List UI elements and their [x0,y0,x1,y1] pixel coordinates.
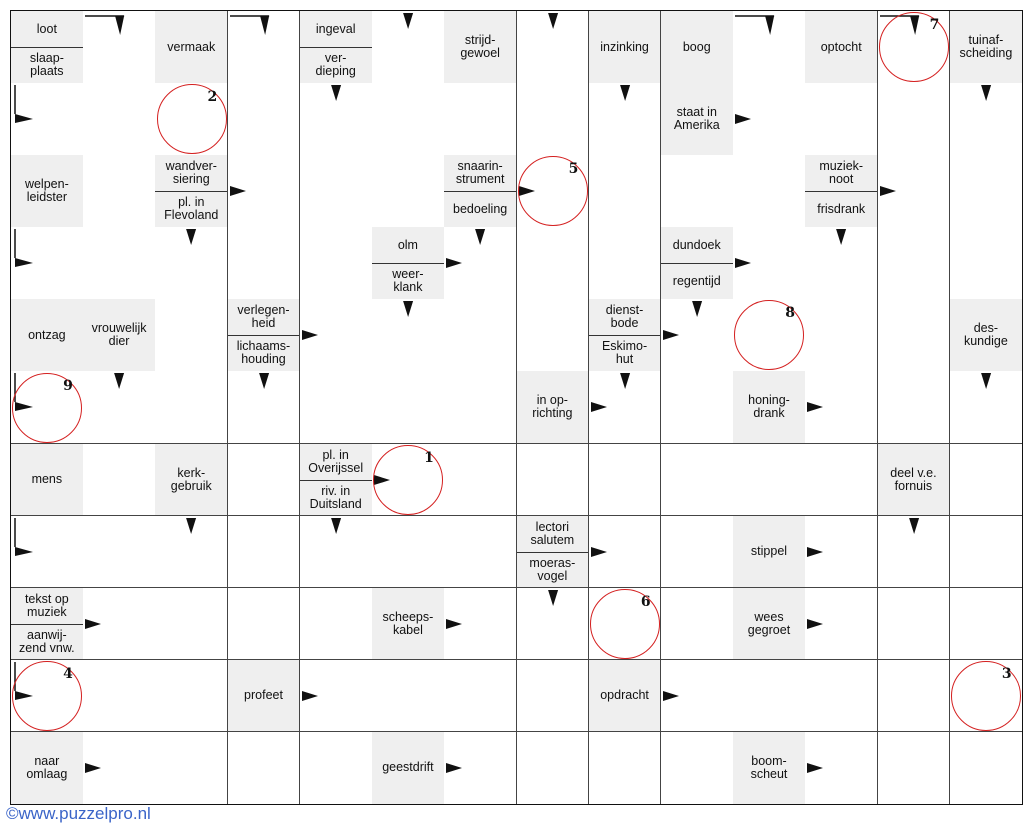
grid-cell[interactable] [228,227,301,300]
grid-cell[interactable] [661,516,734,589]
arrow-down-icon [878,516,951,589]
clue-cell [733,516,806,589]
clue-text: scheeps- kabel [382,609,434,637]
clue-text: geestdrift [382,760,434,775]
clue-text: slaap- plaats [29,51,64,79]
solution-number: 5 [568,161,579,178]
arrow-right-icon [733,83,806,156]
arrow-right-icon [300,299,373,372]
grid-cell[interactable] [155,660,228,733]
clue-cell [228,660,301,733]
grid-cell[interactable] [661,732,734,804]
grid-cell[interactable] [733,660,806,733]
grid-cell[interactable] [228,588,301,661]
grid-cell[interactable] [950,516,1022,589]
arrow-right-icon [661,660,734,733]
grid-cell[interactable] [83,155,156,228]
arrow-down-icon [372,11,445,84]
grid-cell[interactable] [372,83,445,156]
arrow-right-icon [805,588,878,661]
clue-cell [805,155,878,228]
grid-cell[interactable] [372,371,445,444]
clue-text: weer- klank [392,267,424,295]
clue-text: boom- scheut [750,753,788,781]
grid-cell[interactable] [661,588,734,661]
solution-number: 9 [63,377,73,394]
arrow-down-icon [661,299,734,372]
grid-cell[interactable] [228,444,301,517]
grid-cell[interactable] [300,371,373,444]
solution-number: 8 [785,305,795,322]
grid-cell[interactable] [878,732,951,804]
clue-text: frisdrank [817,201,866,216]
grid-cell[interactable] [228,732,301,804]
grid-cell[interactable] [589,155,662,228]
clue-cell [300,11,373,84]
corner-arrow-down-icon [83,11,156,84]
arrow-down-icon [589,83,662,156]
clue-cell [589,660,662,733]
grid-cell[interactable] [517,732,590,804]
clue-cell [11,11,84,84]
grid-cell[interactable] [733,155,806,228]
clue-cell [805,11,878,84]
arrow-down-icon [228,371,301,444]
solution-number: 6 [640,593,651,610]
grid-cell[interactable] [83,444,156,517]
clue-text: lichaams- houding [236,339,291,367]
clue-cell [733,371,806,444]
clue-divider [517,552,589,553]
arrow-down-icon [372,299,445,372]
clue-text: staat in Amerika [673,105,720,133]
corner-arrow-right-icon [11,83,84,156]
arrow-right-icon [300,660,373,733]
clue-text: dundoek [672,237,721,252]
clue-text: pl. in Overijssel [308,447,364,475]
arrow-right-icon [83,732,156,805]
clue-divider [372,263,444,264]
arrow-down-icon [155,227,228,300]
clue-text: boog [682,39,711,54]
clue-text: loot [36,21,57,36]
clue-divider [228,335,300,336]
solution-number: 7 [929,17,940,34]
clue-cell [372,732,445,804]
grid-cell[interactable] [300,227,373,300]
grid-cell[interactable] [878,227,951,300]
grid-cell[interactable] [372,155,445,228]
arrow-down-icon [805,227,878,300]
grid-cell[interactable] [878,299,951,372]
arrow-down-icon [517,588,590,661]
copyright-text: ©www.puzzelpro.nl [6,804,151,823]
arrow-right-icon [805,732,878,805]
clue-cell [661,11,734,84]
arrow-right-icon [228,155,301,228]
grid-cell[interactable] [444,299,517,372]
clue-divider [300,47,372,48]
clue-divider [589,335,661,336]
clue-cell [661,83,734,156]
clue-text: deel v.e. fornuis [890,465,937,493]
clue-divider [661,263,733,264]
grid-cell[interactable] [228,516,301,589]
grid-cell[interactable] [444,660,517,733]
clue-cell [83,299,156,372]
clue-cell [733,588,806,661]
grid-cell[interactable] [444,371,517,444]
grid-cell[interactable] [444,444,517,517]
clue-cell [517,371,590,444]
clue-divider [300,480,372,481]
grid-cell[interactable] [878,83,951,156]
clue-cell [372,588,445,661]
clue-text: stippel [750,544,788,559]
clue-divider [11,624,83,625]
clue-text: wees gegroet [747,609,791,637]
clue-text: in op- richting [532,393,573,421]
grid-cell[interactable] [878,371,951,444]
clue-text: kerk- gebruik [170,465,212,493]
arrow-down-icon [155,516,228,589]
clue-cell [589,299,662,372]
clue-text: moeras- vogel [529,555,576,583]
clue-text: wandver- siering [165,159,217,187]
clue-text: lectori salutem [530,519,575,547]
grid-cell[interactable] [950,227,1022,300]
clue-text: strijd- gewoel [460,33,500,61]
clue-divider [155,191,227,192]
arrow-down-icon [83,371,156,444]
clue-cell [155,11,228,84]
grid-cell[interactable] [517,299,590,372]
clue-cell [11,444,84,517]
grid-cell[interactable] [300,155,373,228]
clue-text: ver- dieping [315,51,356,79]
clue-cell [444,155,517,228]
grid-cell[interactable] [950,155,1022,228]
grid-cell[interactable] [300,732,373,804]
grid-cell[interactable] [878,660,951,733]
grid-cell[interactable] [517,227,590,300]
arrow-right-icon [589,516,662,589]
grid-cell[interactable] [517,660,590,733]
grid-cell[interactable] [155,371,228,444]
solution-number: 4 [63,665,73,682]
grid-cell[interactable] [444,83,517,156]
clue-text: bedoeling [453,201,508,216]
arrow-right-icon [444,588,517,661]
grid-cell[interactable] [83,227,156,300]
arrow-down-icon [517,11,590,84]
clue-text: mens [31,472,63,487]
solution-number: 2 [207,89,218,106]
clue-cell [300,444,373,517]
corner-arrow-right-icon [11,227,84,300]
clue-text: ingeval [315,21,356,36]
clue-text: Eskimo- hut [601,339,648,367]
grid-cell[interactable] [589,732,662,804]
clue-text: ontzag [28,327,66,342]
corner-arrow-down-icon [733,11,806,84]
grid-cell[interactable] [83,83,156,156]
clue-text: tuinaf- scheiding [959,33,1013,61]
clue-text: honing- drank [748,393,790,421]
grid-cell[interactable] [805,444,878,517]
arrow-down-icon [444,227,517,300]
clue-text: muziek- noot [819,159,864,187]
clue-cell [589,11,662,84]
clue-cell [950,11,1022,84]
grid-cell[interactable] [155,588,228,661]
grid-cell[interactable] [517,444,590,517]
grid-cell[interactable] [950,444,1022,517]
grid-cell[interactable] [950,732,1022,804]
clue-text: welpen- leidster [24,177,69,205]
clue-text: opdracht [600,688,649,703]
arrow-right-icon [83,588,156,661]
grid-cell[interactable] [589,227,662,300]
arrow-down-icon [300,516,373,589]
clue-cell [878,444,951,517]
clue-divider [11,47,83,48]
clue-cell [661,227,734,300]
arrow-down-icon [950,371,1023,444]
arrow-right-icon [733,227,806,300]
clue-text: naar omlaag [26,753,68,781]
clue-cell [155,155,228,228]
grid-cell[interactable] [300,588,373,661]
arrow-right-icon [444,732,517,805]
corner-arrow-down-icon [228,11,301,84]
clue-text: dienst- bode [605,303,644,331]
grid-cell[interactable] [83,516,156,589]
arrow-right-icon [805,516,878,589]
clue-text: optocht [820,39,862,54]
solution-number: 3 [1001,665,1012,682]
arrow-down-icon [950,83,1023,156]
arrow-right-icon [878,155,951,228]
grid-cell[interactable] [83,660,156,733]
clue-divider [444,191,516,192]
clue-cell [11,155,84,228]
clue-divider [805,191,877,192]
grid-cell[interactable] [805,660,878,733]
clue-cell [372,227,445,300]
solution-number: 1 [424,449,434,466]
arrow-down-icon [300,83,373,156]
clue-text: riv. in Duitsland [309,483,362,511]
clue-cell [11,732,84,804]
clue-text: snaarin- strument [455,159,505,187]
clue-text: inzinking [600,39,649,54]
crossword-grid [10,10,1023,805]
grid-cell[interactable] [589,444,662,517]
clue-text: profeet [244,688,283,703]
clue-cell [228,299,301,372]
grid-cell[interactable] [878,588,951,661]
clue-text: olm [397,237,418,252]
clue-cell [155,444,228,517]
arrow-down-icon [589,371,662,444]
clue-text: pl. in Flevoland [164,195,219,223]
grid-cell[interactable] [155,732,228,804]
corner-arrow-right-icon [11,516,84,589]
grid-cell[interactable] [228,83,301,156]
clue-text: vermaak [167,39,216,54]
clue-cell [11,299,84,372]
clue-text: regentijd [672,273,721,288]
clue-cell [444,11,517,84]
grid-cell[interactable] [372,516,445,589]
grid-cell[interactable] [805,299,878,372]
clue-text: aanwij- zend vnw. [19,627,75,655]
grid-cell[interactable] [733,444,806,517]
grid-cell[interactable] [517,83,590,156]
grid-cell[interactable] [661,444,734,517]
grid-cell[interactable] [444,516,517,589]
grid-cell[interactable] [661,371,734,444]
clue-text: verlegen- heid [237,303,290,331]
clue-cell [950,299,1022,372]
grid-cell[interactable] [372,660,445,733]
grid-cell[interactable] [950,588,1022,661]
grid-cell[interactable] [155,299,228,372]
clue-text: des- kundige [963,321,1008,349]
clue-cell [733,732,806,804]
grid-cell[interactable] [805,83,878,156]
grid-cell[interactable] [661,155,734,228]
clue-text: vrouwelijk dier [91,321,147,349]
clue-cell [517,516,590,589]
clue-text: tekst op muziek [24,591,69,619]
arrow-right-icon [805,371,878,444]
clue-cell [11,588,84,661]
